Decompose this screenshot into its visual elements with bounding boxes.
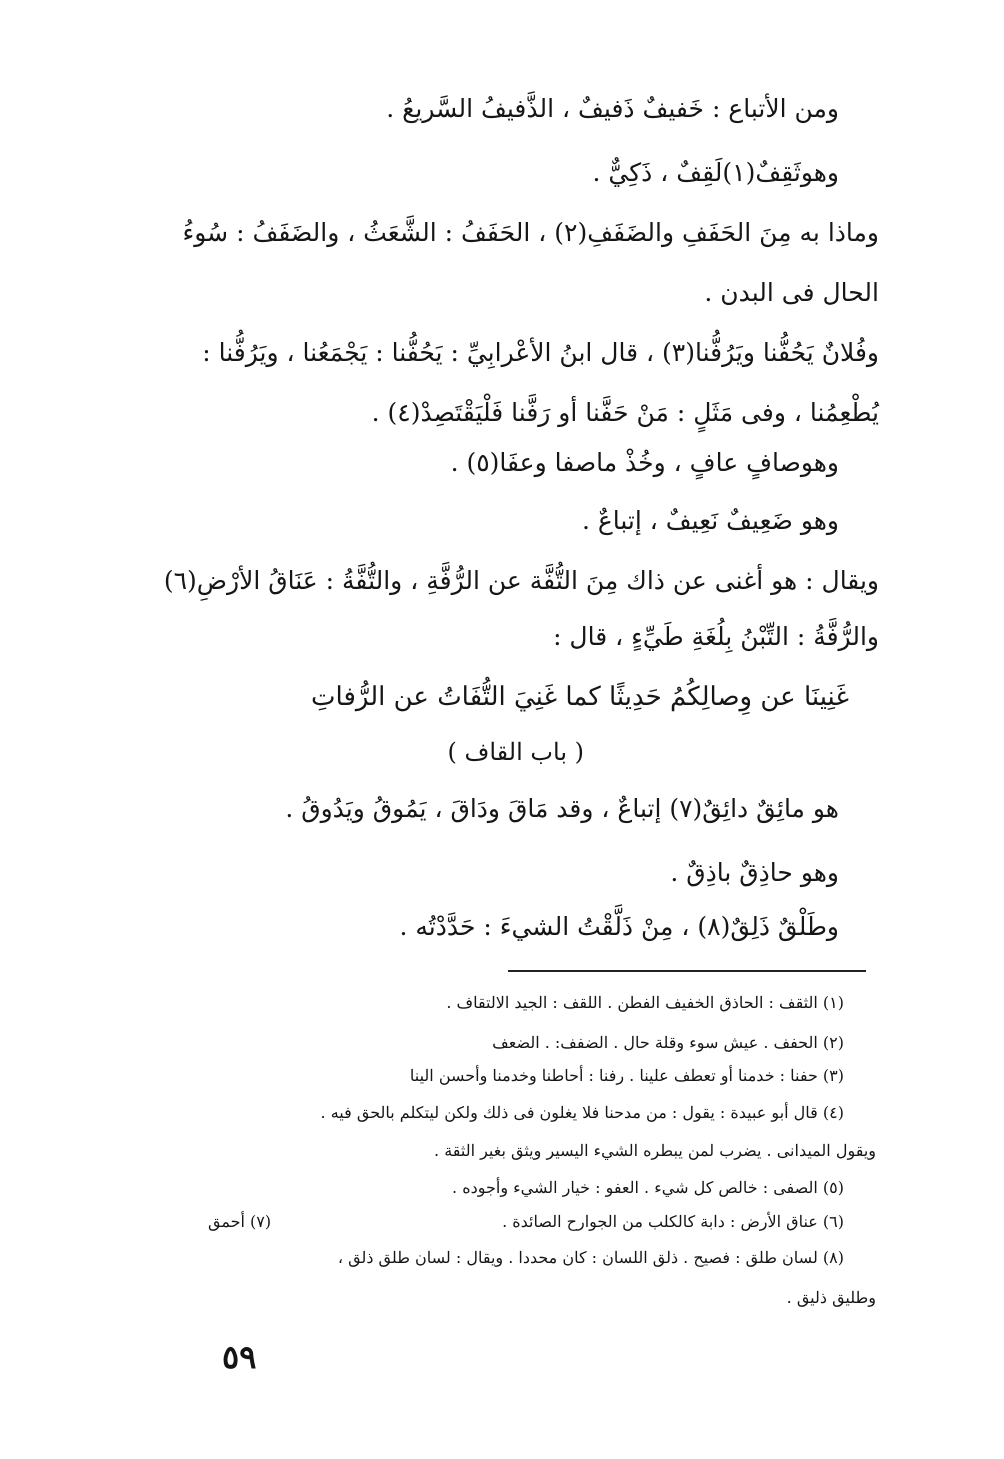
page-number: ٥٩ [222,1338,257,1376]
text-line-4: الحال فى البدن . [704,278,879,307]
footnote-5: (٥) الصفى : خالص كل شيء . العفو : خيار الشيء وأجوده . [452,1178,844,1197]
footnote-separator [508,970,866,972]
text-line-9: ويقال : هو أغنى عن ذاك مِنَ التُّفَّة عن الرُّفَّةِ ، والتُّفَّةُ : عَنَاقُ الأرْضِ(٦) [163,566,879,595]
text-line-2: وهوثَقِفٌ(١)لَقِفٌ ، ذَكِيٌّ . [592,158,839,187]
footnote-3: (٣) حفنا : خدمنا أو تعطف علينا . رفنا : أحاطنا وخدمنا وأحسن الينا [409,1066,844,1085]
footnote-4: (٤) قال أبو عبيدة : يقول : من مدحنا فلا يغلون فى ذلك ولكن ليتكلم بالحق فيه . [320,1103,844,1122]
text-line-3: وماذا به مِنَ الحَفَفِ والضَفَفِ(٢) ، الحَفَفُ : الشَّعَثُ ، والضَفَفُ : سُوءُ [182,218,879,247]
text-line-13: وطَلْقٌ ذَلِقٌ(٨) ، مِنْ ذَلَّقْتُ الشيءَ : حَدَّدْتُه . [399,912,839,941]
footnote-4-cont: ويقول الميدانى . يضرب لمن يبطره الشيء اليسير ويثق بغير الثقة . [434,1141,876,1160]
footnote-1: (١) الثقف : الحاذق الخفيف الفطن . اللقف : الجيد الالتقاف . [446,993,844,1012]
poetry-verse: غَنِينَا عن وِصالِكُمُ حَدِيثًا كما غَنِيَ التُّفَاتُ عن الرُّفاتِ [311,682,849,712]
text-line-10: والرُّفَّةُ : التِّبْنُ بِلُغَةِ طَيِّءٍ ، قال : [553,622,879,651]
footnote-8: (٨) لسان طلق : فصيح . ذلق اللسان : كان محددا . ويقال : لسان طلق ذلق ، [337,1248,844,1267]
text-line-6: يُطْعِمُنا ، وفى مَثَلٍ : مَنْ حَفَّنا أو رَفَّنا فَلْيَقْتَصِدْ(٤) . [371,398,879,427]
text-line-11: هو مائِقٌ دائِقٌ(٧) إتباعٌ ، وقد مَاقَ ودَاقَ ، يَمُوقُ ويَدُوقُ . [285,794,839,823]
text-line-5: وفُلانٌ يَحُفُّنا ويَرُفُّنا(٣) ، قال ابنُ الأعْرابِيِّ : يَحُفُّنا : يَجْمَعُنا ، ويَرُفُّنا : [202,338,879,367]
footnote-2: (٢) الحفف . عيش سوء وقلة حال . الضفف: . الضعف [492,1033,844,1052]
text-line-8: وهو ضَعِيفٌ نَعِيفٌ ، إتباعٌ . [581,506,839,535]
text-line-7: وهوصافٍ عافٍ ، وخُذْ ماصفا وعفَا(٥) . [450,448,839,477]
text-line-12: وهو حاذِقٌ باذِقٌ . [670,858,839,887]
footnote-8-cont: وطليق ذليق . [786,1288,876,1307]
footnote-7: (٧) أحمق [208,1212,272,1231]
footnote-6: (٦) عناق الأرض : دابة كالكلب من الجوارح الصائدة . [502,1212,844,1231]
section-heading: ( باب القاف ) [447,738,584,766]
text-line-1: ومن الأتباع : خَفيفٌ ذَفيفٌ ، الذَّفيفُ السَّريعُ . [386,94,839,123]
